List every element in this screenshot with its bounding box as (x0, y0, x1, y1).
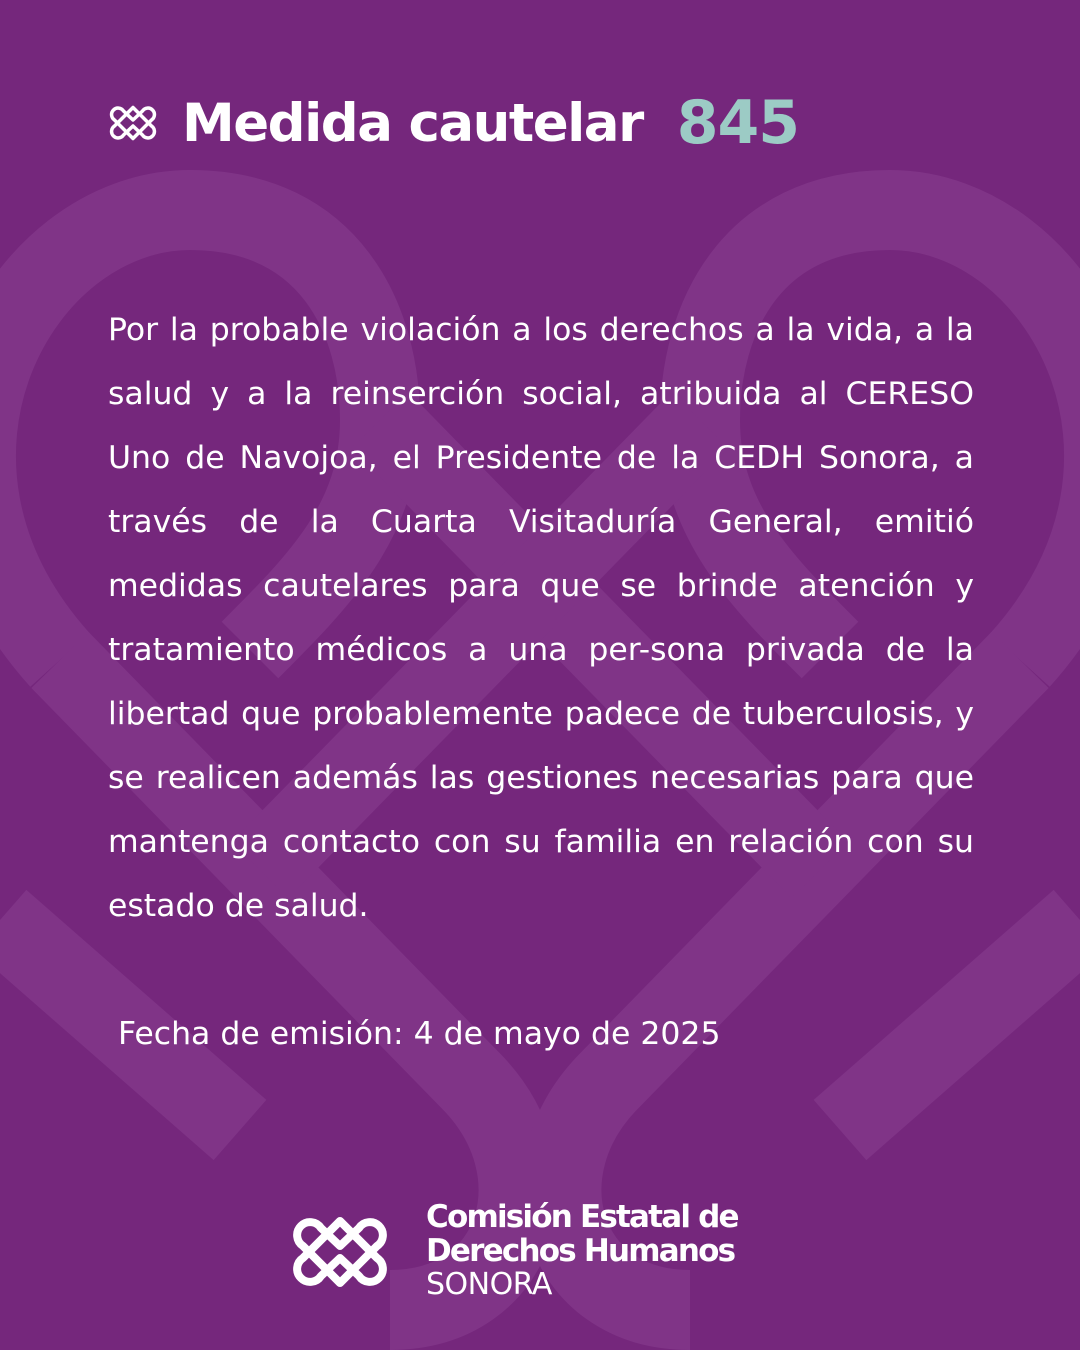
page-title: Medida cautelar (182, 92, 643, 154)
footer-line-1: Comisión Estatal de (426, 1199, 738, 1235)
cedh-knot-icon (108, 98, 158, 148)
header (108, 88, 799, 158)
footer-line-3: SONORA (426, 1267, 552, 1302)
footer-line-2: Derechos Humanos (426, 1233, 735, 1269)
cedh-logo-icon (288, 1202, 392, 1302)
footer-org-name (426, 1200, 738, 1302)
body-paragraph: Por la probable violación a los derechos a la vida, a la salud y a la reinserción social, atribuida al CERESO Uno de Navojoa, el Presidente de la CEDH Sonora, a través de la Cuarta Visitaduría General, emitió medidas cautelares para que se brinde atención y tratamiento médicos a una per-sona privada de la libertad que probablemente padece de tuberculosis, y se realicen además las gestiones necesarias para que mantenga contacto con su familia en relación con su estado de salud. (108, 312, 974, 924)
measure-number: 845 (676, 88, 799, 158)
issue-date: Fecha de emisión: 4 de mayo de 2025 (118, 1016, 721, 1052)
